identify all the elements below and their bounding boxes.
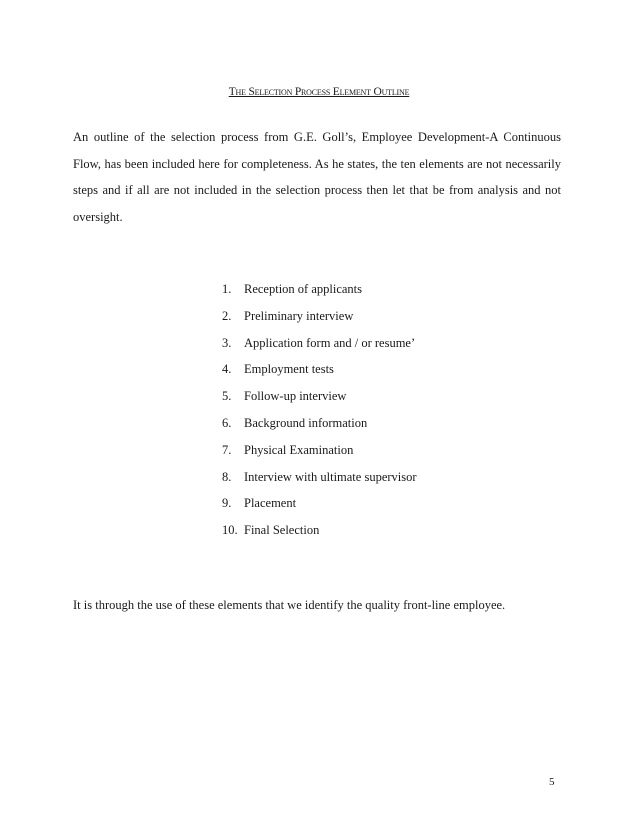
list-item	[222, 359, 417, 386]
list-item-text: Preliminary interview	[244, 308, 354, 323]
list-item	[222, 467, 417, 494]
list-item	[222, 333, 417, 360]
list-item-text: Physical Examination	[244, 442, 354, 457]
list-item-number: 3.	[222, 335, 232, 350]
list-item-number: 9.	[222, 496, 232, 511]
page-title: The Selection Process Element Outline	[228, 86, 410, 98]
list-item-text: Application form and / or resume’	[244, 335, 416, 350]
conclusion-paragraph: It is through the use of these elements that we identify the quality front-line employee.	[73, 598, 506, 612]
list-item-text: Placement	[244, 496, 297, 511]
list-item-number: 8.	[222, 469, 232, 484]
list-item-text: Interview with ultimate supervisor	[244, 469, 417, 484]
selection-element-list	[222, 279, 417, 547]
list-item	[222, 413, 417, 440]
list-item	[222, 493, 417, 520]
list-item-text: Reception of applicants	[244, 282, 363, 296]
list-item-number: 5.	[222, 389, 232, 404]
list-item-text: Background information	[244, 415, 368, 430]
list-item-text: Employment tests	[244, 362, 334, 377]
list-item	[222, 306, 417, 333]
list-item	[222, 279, 417, 306]
list-item-number: 10.	[222, 523, 238, 538]
list-item-text: Final Selection	[244, 523, 320, 538]
list-item	[222, 386, 417, 413]
list-item-number: 4.	[222, 362, 232, 377]
list-item-number: 6.	[222, 415, 232, 430]
list-item-number: 1.	[222, 282, 232, 296]
list-item	[222, 520, 417, 547]
page-number: 5	[549, 776, 555, 788]
list-item-number: 7.	[222, 442, 232, 457]
list-item-text: Follow-up interview	[244, 389, 347, 404]
list-item	[222, 440, 417, 467]
list-item-number: 2.	[222, 308, 232, 323]
intro-paragraph: An outline of the selection process from G.E. Goll’s, Employee Development-A Continuous Flow, has been included here for completeness. As he states, the ten elements are not necessarily steps and if all are not included in the selection process then let that be from analysis and not oversight.	[73, 130, 561, 224]
